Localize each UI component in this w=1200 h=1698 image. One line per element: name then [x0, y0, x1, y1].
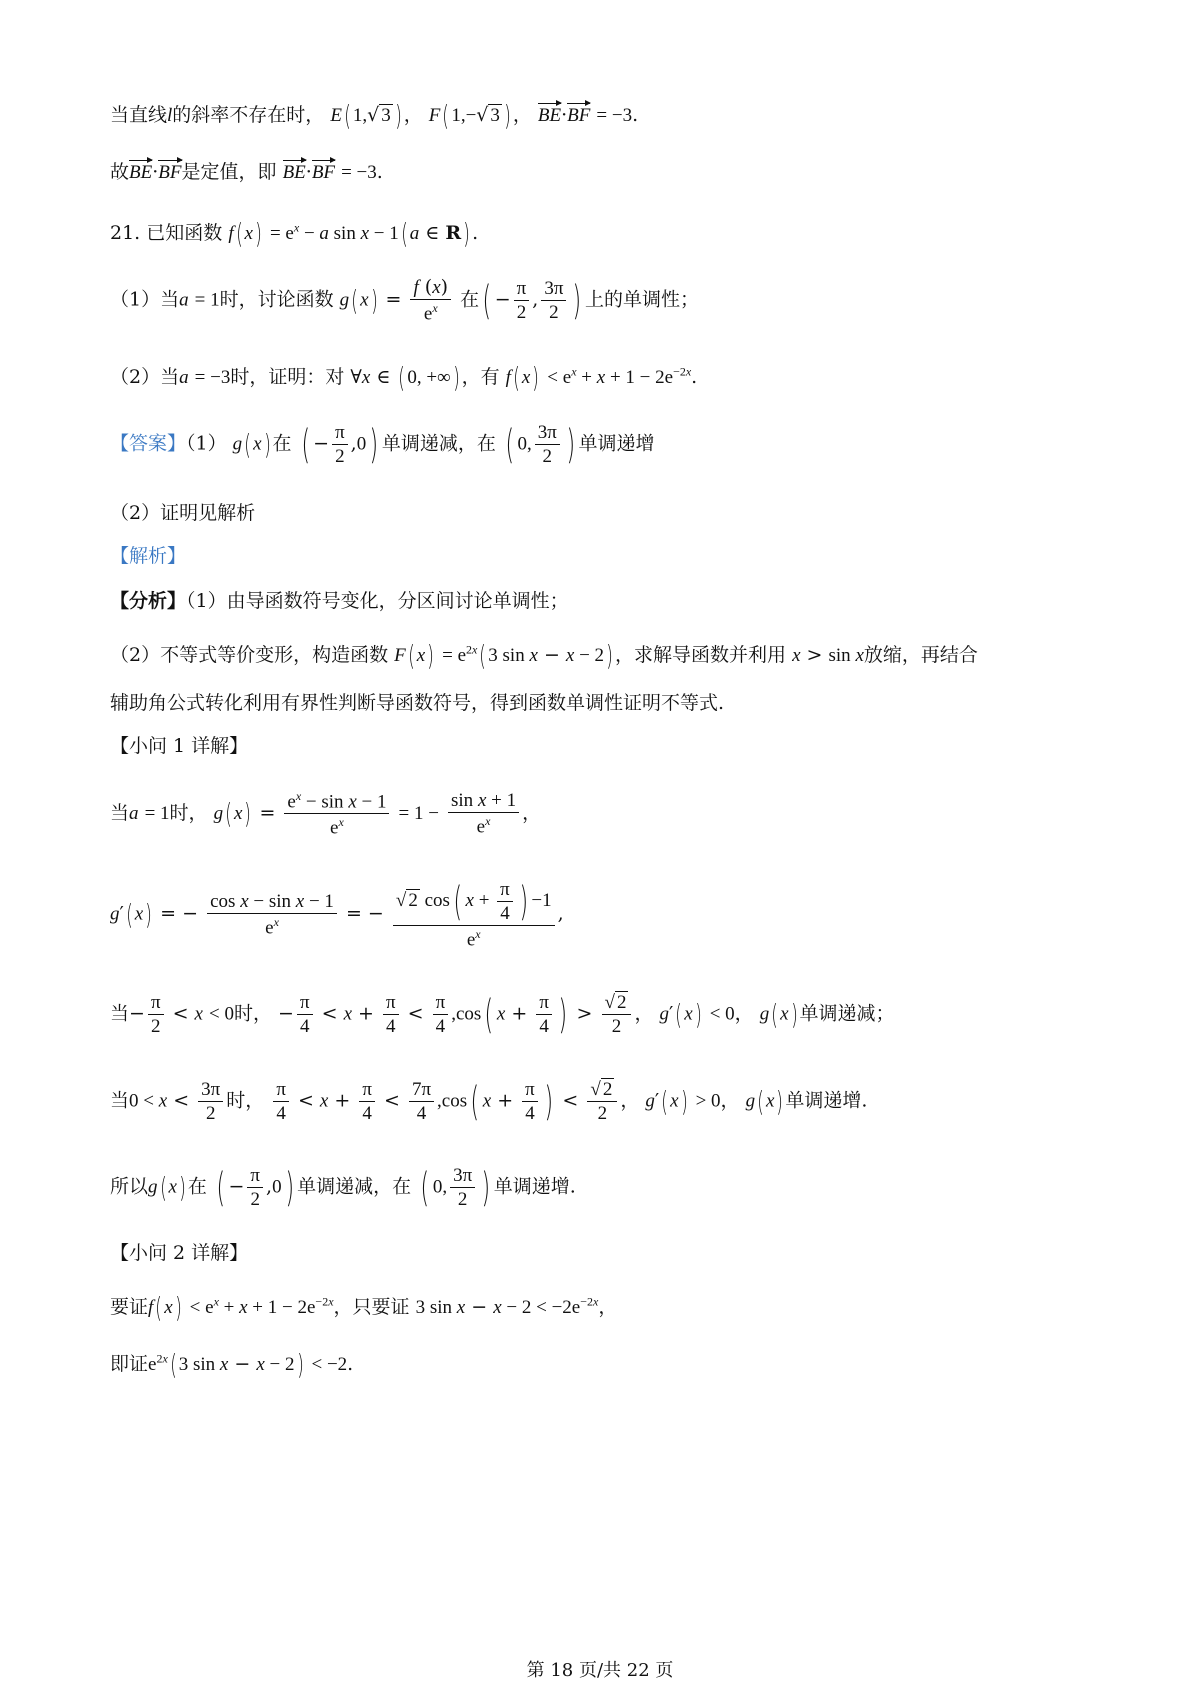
line-slope-not-exist: 当直线l的斜率不存在时， E( 1,√ 3 ) ， F( 1,−√ 3 ) ， BE·BF = −3.	[110, 99, 639, 132]
question-21-part-1: （1）当a = 1时，讨论函数 g( x) = $\frac{f (x)}{e^x}$ 在( − $\frac{\pi}{2}$ , $\frac{3\pi}{2}$ ) 上的单调性；	[110, 276, 700, 325]
step-g-derivative: g′( x) = − $\frac{\text{cos x − sin x − 1}}{e^x}$ = − √ 2 cos( x + $\frac{\pi}{4}$ ) −1 $e^x$ ,	[110, 878, 564, 951]
answer-tag: 【答案】	[110, 432, 187, 455]
analysis-line-1: 【分析】（1）由导函数符号变化，分区间讨论单调性；	[110, 590, 569, 612]
question-21-part-2: （2）当a = −3时，证明：对 ∀x ∈ ( 0, +∞) ，有 f( $x) < e^x + x + 1 - 2e^{-2x}$.	[110, 361, 698, 394]
subquestion-1-title: 【小问 1 详解】	[110, 735, 249, 757]
subquestion-2-title: 【小问 2 详解】	[110, 1242, 249, 1264]
line-constant-value: 故BE·BF是定值，即 BE·BF = −3.	[110, 161, 383, 183]
step-decreasing-interval: 当− $\frac{\pi}{2}$ < x < 0时， − $\frac{\pi}{4}$ < x + $\frac{\pi}{4}$ < $\frac{\pi}{4}$ ,cos( x + $\frac{\pi}{4}$ ) > $\frac{√ 2}{2}$ ， g′( x) < 0， g( x) 单调递减；	[110, 991, 895, 1038]
step-increasing-interval: 当0 < x < $\frac{3\pi}{2}$ 时， $\frac{\pi}{4}$ < x + $\frac{\pi}{4}$ < $\frac{7\pi}{4}$ ,cos( x + $\frac{\pi}{4}$ ) < $\frac{√ 2}{2}$ ， g′( x) > 0， g( x) 单调递增.	[110, 1078, 868, 1125]
step-g-definition: 当a = 1时， g( x) = $\frac{e^x - \sin x - 1}{e^x}$ = 1 − $\frac{\text{sin x + 1}}{e^x}$ ，	[110, 789, 542, 839]
answer-part-2: （2）证明见解析	[110, 502, 256, 524]
analysis-line-3: 辅助角公式转化利用有界性判断导函数符号，得到函数单调性证明不等式.	[110, 692, 725, 714]
analysis-line-2: （2）不等式等价变形，构造函数 F( $x) = e^{2x}$( 3 sin x − x − 2) ，求解导函数并利用 x > sin x放缩，再结合	[110, 639, 978, 672]
question-21: 21. 已知函数 f( $x) = e^x - a$ sin x − 1( a ∈ R) .	[110, 217, 479, 250]
step-prove-requirement: 要证f( $x) < e^x + x + 1 - 2e^{-2x}$，只要证 3 $\sin x - x - 2 < -2e^{-2x}$，	[110, 1291, 618, 1324]
step-conclusion-part-1: 所以g( x) 在 ( − $\frac{\pi}{2}$ ,0) 单调递减，在 ( 0, $\frac{3\pi}{2}$ ) 单调递增.	[110, 1164, 576, 1211]
step-equivalent-inequality: 即证$e^{2x}$( 3 sin x − x − 2) < −2.	[110, 1348, 354, 1381]
analysis-tag: 【解析】	[110, 545, 187, 567]
page-footer: 第 18 页/共 22 页	[526, 1660, 674, 1681]
answer-line: 【答案】（1） g( x) 在 ( − $\frac{\pi}{2}$ ,0) 单调递减，在 ( 0, $\frac{3\pi}{2}$ ) 单调递增	[110, 421, 655, 468]
